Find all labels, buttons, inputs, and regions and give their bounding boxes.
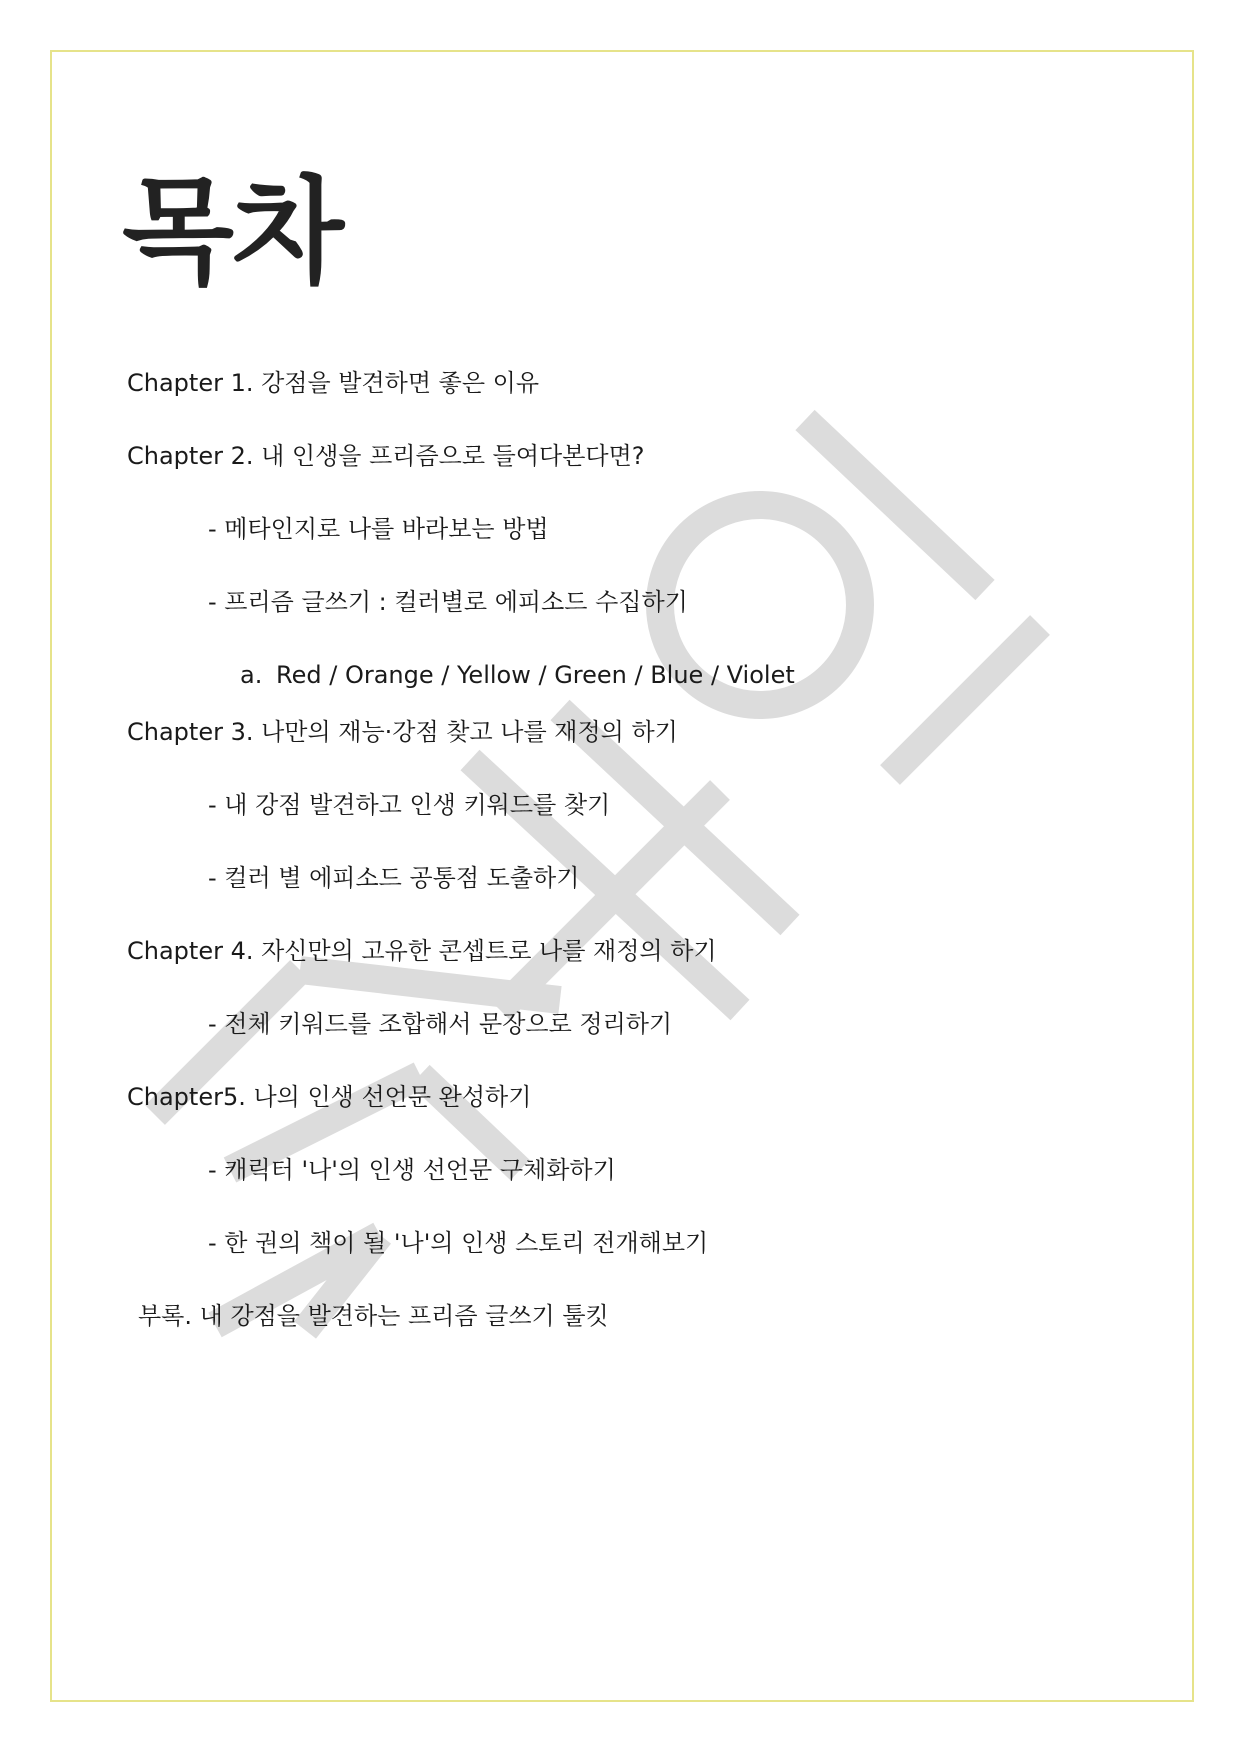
toc-subitem: - 내 강점 발견하고 인생 키워드를 찾기 [208, 791, 611, 819]
toc-chapter-4: Chapter 4. 자신만의 고유한 콘셉트로 나를 재정의 하기 [127, 937, 717, 965]
list-item-text: Red / Orange / Yellow / Green / Blue / Violet [276, 661, 795, 689]
toc-chapter-1: Chapter 1. 강점을 발견하면 좋은 이유 [127, 369, 540, 397]
toc-chapter-3: Chapter 3. 나만의 재능·강점 찾고 나를 재정의 하기 [127, 718, 678, 746]
page-title: 목차 [122, 165, 343, 300]
toc-appendix: 부록. 내 강점을 발견하는 프리즘 글쓰기 툴킷 [138, 1302, 609, 1330]
toc-chapter-5: Chapter5. 나의 인생 선언문 완성하기 [127, 1083, 532, 1111]
toc-subitem: - 캐릭터 '나'의 인생 선언문 구체화하기 [208, 1156, 616, 1184]
toc-list-item [240, 660, 795, 690]
toc-subitem: - 한 권의 책이 될 '나'의 인생 스토리 전개해보기 [208, 1229, 709, 1257]
list-marker: a. [240, 661, 263, 689]
toc-subitem: - 전체 키워드를 조합해서 문장으로 정리하기 [208, 1010, 673, 1038]
toc-subitem: - 메타인지로 나를 바라보는 방법 [208, 515, 549, 543]
toc-subitem: - 컬러 별 에피소드 공통점 도출하기 [208, 864, 580, 892]
toc-subitem: - 프리즘 글쓰기 : 컬러별로 에피소드 수집하기 [208, 588, 688, 616]
toc-chapter-2: Chapter 2. 내 인생을 프리즘으로 들여다본다면? [127, 442, 645, 470]
